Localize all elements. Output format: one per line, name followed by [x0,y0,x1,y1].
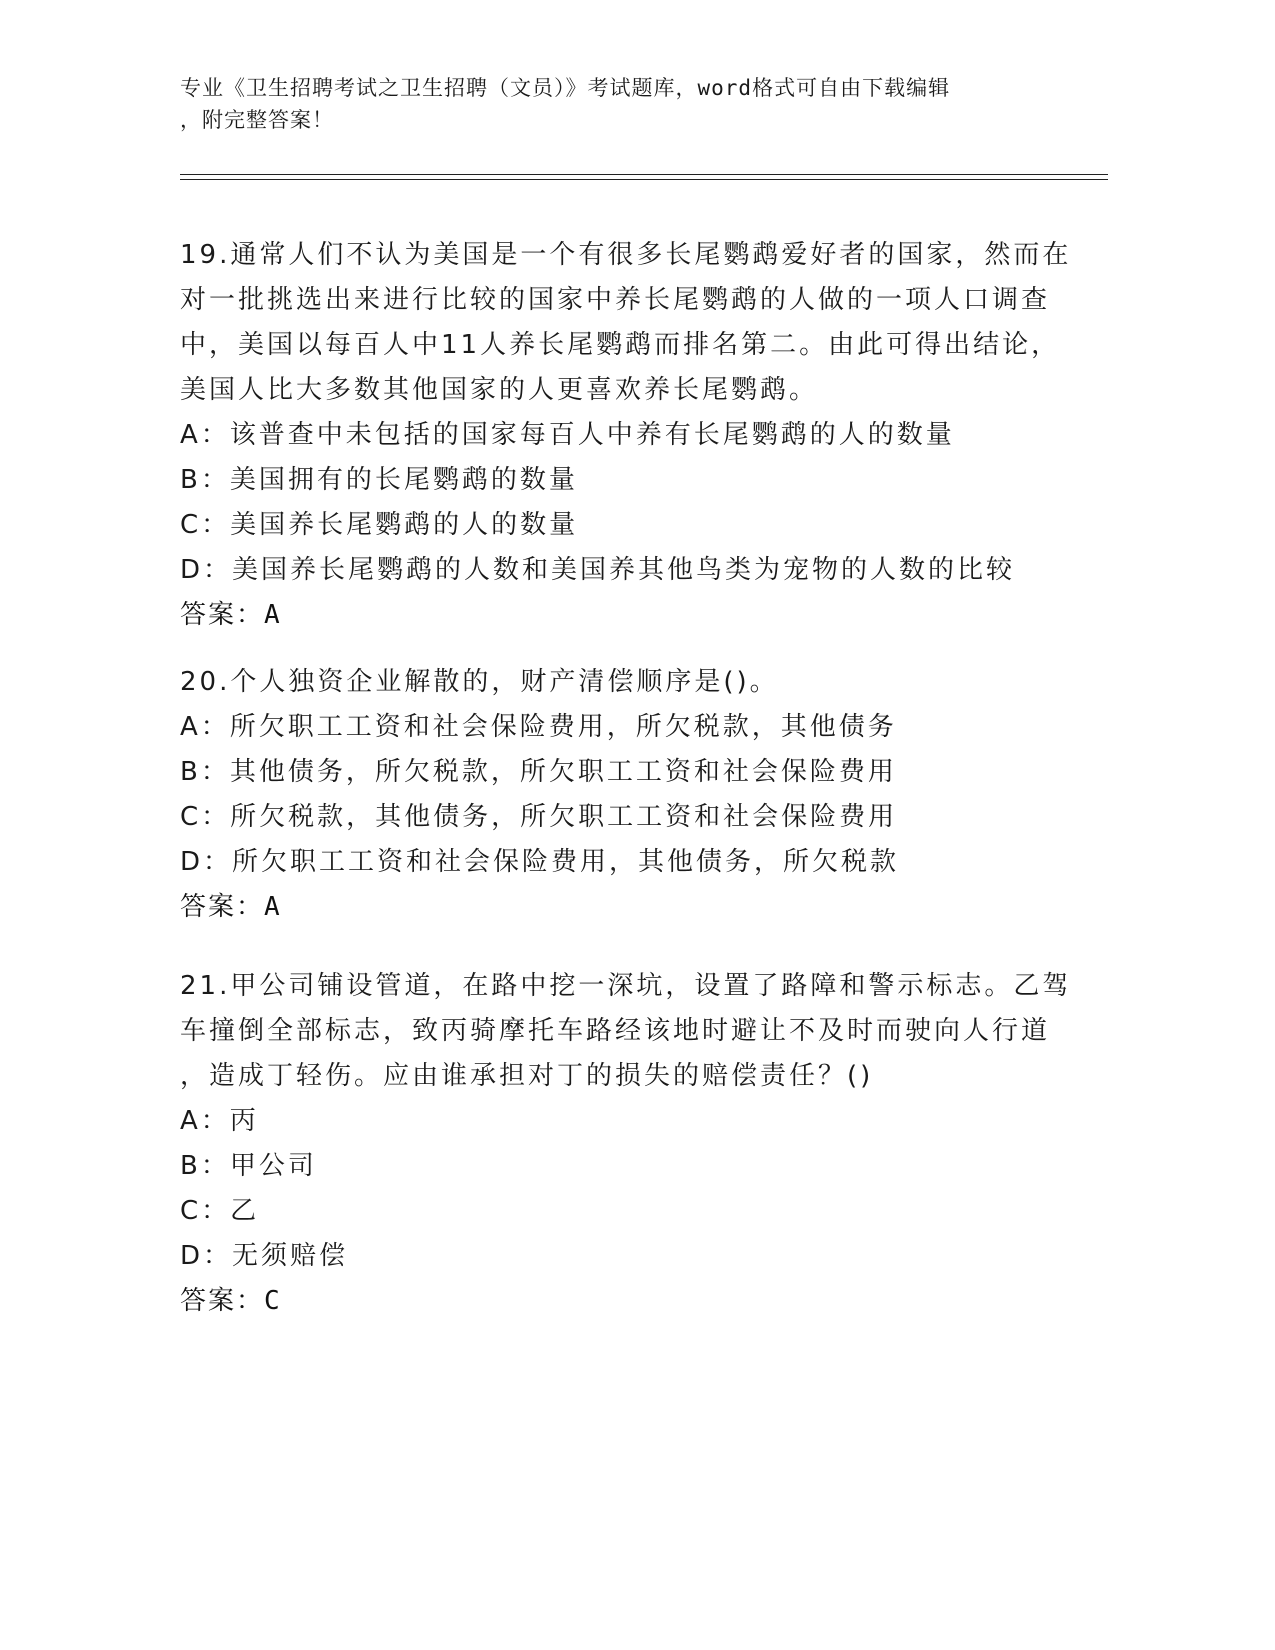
option-b: B：甲公司 [180,1151,317,1181]
question-stem-line: 21.甲公司铺设管道，在路中挖一深坑，设置了路障和警示标志。乙驾 [180,971,1072,1001]
option-c: C：所欠税款，其他债务，所欠职工工资和社会保险费用 [180,802,898,832]
question-stem-line: 车撞倒全部标志，致丙骑摩托车路经该地时避让不及时而驶向人行道 [180,1016,1051,1046]
question-stem-line: 19.通常人们不认为美国是一个有很多长尾鹦鹉爱好者的国家，然而在 [180,240,1072,270]
option-c: C：乙 [180,1196,260,1226]
option-a: A：丙 [180,1106,259,1136]
option-a: A：该普查中未包括的国家每百人中养有长尾鹦鹉的人的数量 [180,420,955,450]
answer-value: A [264,600,282,630]
option-b: B：美国拥有的长尾鹦鹉的数量 [180,465,578,495]
option-d: D：美国养长尾鹦鹉的人数和美国养其他鸟类为宠物的人数的比较 [180,555,1016,585]
answer-line [180,1279,1060,1324]
option-c: C：美国养长尾鹦鹉的人的数量 [180,510,579,540]
answer-value: A [264,892,282,922]
header-divider-top [180,174,1108,175]
answer-label: 答案： [180,892,265,922]
option-b: B：其他债务，所欠税款，所欠职工工资和社会保险费用 [180,757,897,787]
option-d: D：所欠职工工资和社会保险费用，其他债务，所欠税款 [180,847,900,877]
answer-label: 答案： [180,1286,265,1316]
option-d: D：无须赔偿 [180,1241,349,1271]
header-line-2: ，附完整答案！ [180,108,334,132]
answer-line [180,885,1060,930]
answer-label: 答案： [180,600,265,630]
question-stem-line: ，造成丁轻伤。应由谁承担对丁的损失的赔偿责任？() [180,1061,874,1091]
document-header [180,72,1040,136]
question-21 [180,964,1072,1324]
question-stem-line: 对一批挑选出来进行比较的国家中养长尾鹦鹉的人做的一项人口调查 [180,285,1051,315]
header-line-1: 专业《卫生招聘考试之卫生招聘（文员）》考试题库，word格式可自由下载编辑 [180,76,951,100]
answer-line [180,593,1060,638]
question-stem-line: 美国人比大多数其他国家的人更喜欢养长尾鹦鹉。 [180,375,819,405]
question-19 [180,233,1072,638]
header-divider-bottom [180,179,1108,180]
question-stem-line: 20.个人独资企业解散的，财产清偿顺序是()。 [180,667,779,697]
option-a: A：所欠职工工资和社会保险费用，所欠税款，其他债务 [180,712,897,742]
question-stem-line: 中，美国以每百人中11人养长尾鹦鹉而排名第二。由此可得出结论， [180,330,1061,360]
answer-value: C [264,1286,282,1316]
question-20 [180,660,1060,930]
